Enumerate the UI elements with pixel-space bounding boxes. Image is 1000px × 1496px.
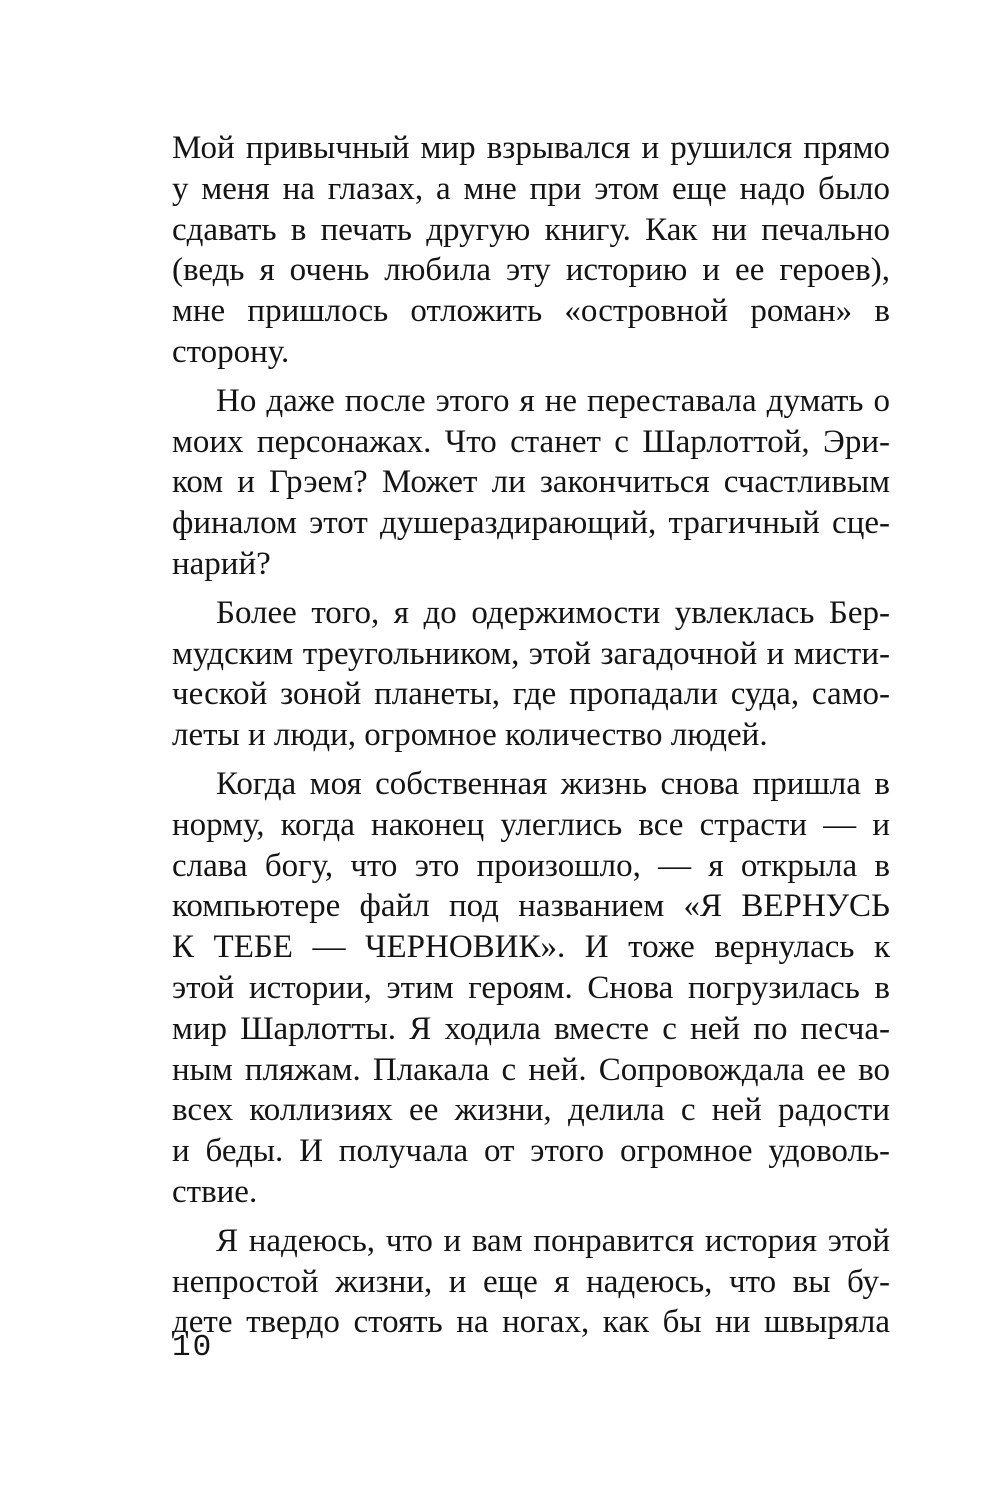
text-line: Я надеюсь, что и вам понравится история этой xyxy=(216,1222,890,1259)
text-line: ком и Грэем? Может ли закончиться счастливым xyxy=(172,464,890,501)
text-line: и беды. И получала от этого огромное удоволь- xyxy=(172,1133,890,1170)
text-line: этой истории, этим героям. Снова погрузилась в xyxy=(172,969,890,1006)
page-number: 10 xyxy=(172,1330,214,1365)
text-line: Мой привычный мир взрывался и рушился прямо xyxy=(172,130,890,166)
text-line: дете твердо стоять на ногах, как бы ни швыряла xyxy=(172,1304,890,1341)
text-line: финалом этот душераздирающий, трагичный сце- xyxy=(172,505,890,542)
paragraph-3 xyxy=(172,593,890,756)
text-line: Более того, я до одержимости увлеклась Бер- xyxy=(216,594,890,631)
text-line: ствие. xyxy=(172,1173,258,1210)
paragraph-5 xyxy=(172,1221,890,1343)
text-line: Когда моя собственная жизнь снова пришла в xyxy=(216,765,890,802)
text-line: мудским треугольником, этой загадочной и мисти- xyxy=(172,635,890,672)
text-line: сдавать в печать другую книгу. Как ни печально xyxy=(172,211,890,248)
paragraph-1 xyxy=(172,128,890,373)
text-line: мир Шарлотты. Я ходила вместе с ней по песча- xyxy=(172,1010,890,1047)
text-line: К ТЕБЕ — ЧЕРНОВИК». И тоже вернулась к xyxy=(172,929,890,966)
text-line: всех коллизиях ее жизни, делила с ней радости xyxy=(172,1092,890,1129)
text-line: ным пляжам. Плакала с ней. Сопровождала ее во xyxy=(172,1051,890,1088)
paragraph-4 xyxy=(172,764,890,1213)
text-line: Но даже после этого я не переставала думать о xyxy=(216,382,890,419)
text-line: мне пришлось отложить «островной роман» в xyxy=(172,293,890,330)
text-line: непростой жизни, и еще я надеюсь, что вы бу- xyxy=(172,1263,890,1300)
text-line: (ведь я очень любила эту историю и ее героев), xyxy=(172,252,890,289)
text-line: сторону. xyxy=(172,333,290,370)
text-line: норму, когда наконец улеглись все страсти — и xyxy=(172,806,890,843)
paragraph-2 xyxy=(172,381,890,585)
text-line: моих персонажах. Что станет с Шарлоттой, Эри- xyxy=(172,423,890,460)
text-line: леты и люди, огромное количество людей. xyxy=(172,717,768,754)
text-line: у меня на глазах, а мне при этом еще надо было xyxy=(172,170,890,207)
text-line: компьютере файл под названием «Я ВЕРНУСЬ xyxy=(172,888,890,925)
text-line: нарий? xyxy=(172,545,271,582)
text-line: ческой зоной планеты, где пропадали суда, само- xyxy=(172,676,890,713)
text-line: слава богу, что это произошло, — я открыла в xyxy=(172,847,890,884)
body-text xyxy=(172,128,890,1351)
